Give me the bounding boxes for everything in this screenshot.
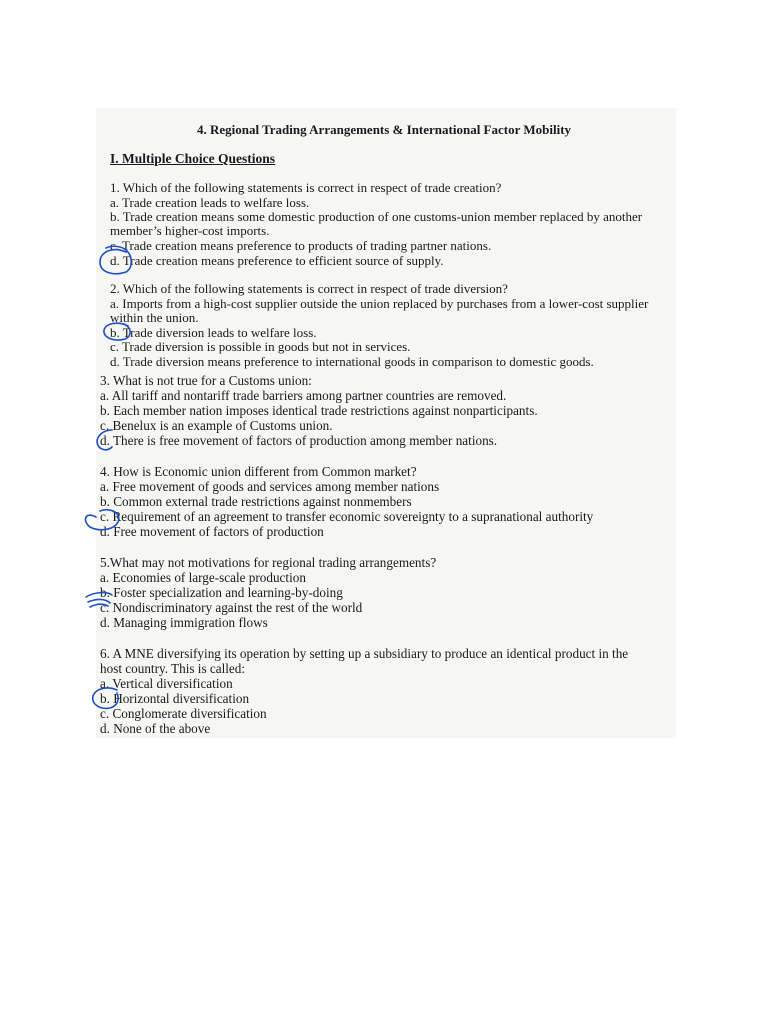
question-2-option-b: b. Trade diversion leads to welfare loss.: [110, 325, 317, 340]
question-6: 6. A MNE diversifying its operation by setting up a subsidiary to produce an identical product in the: [100, 646, 629, 661]
question-4: 4. How is Economic union different from Common market?: [100, 464, 417, 479]
question-5-option-c: c. Nondiscriminatory against the rest of the world: [100, 600, 363, 615]
question-2-option-a: a. Imports from a high-cost supplier outside the union replaced by purchases from a lower-cost supplier: [110, 296, 649, 311]
question-6-cont: host country. This is called:: [100, 661, 246, 676]
question-3-option-c: c. Benelux is an example of Customs union.: [100, 418, 333, 433]
page-title: 4. Regional Trading Arrangements & International Factor Mobility: [196, 122, 572, 137]
question-1-option-b: b. Trade creation means some domestic production of one customs-union member replaced by another: [110, 209, 643, 224]
question-3: 3. What is not true for a Customs union:: [100, 373, 312, 388]
question-6-option-b: b. Horizontal diversification: [100, 691, 250, 706]
question-1: 1. Which of the following statements is correct in respect of trade creation?: [110, 180, 502, 195]
section-heading: I. Multiple Choice Questions: [110, 151, 276, 166]
question-5-option-b: b. Foster specialization and learning-by-doing: [100, 585, 343, 600]
question-5: 5.What may not motivations for regional trading arrangements?: [100, 555, 437, 570]
question-1-option-b-cont: member’s higher-cost imports.: [110, 223, 270, 238]
question-3-option-b: b. Each member nation imposes identical trade restrictions against nonparticipants.: [100, 403, 538, 418]
question-4-option-a: a. Free movement of goods and services among member nations: [100, 479, 440, 494]
question-2-option-c: c. Trade diversion is possible in goods but not in services.: [110, 339, 411, 354]
question-6-option-d: d. None of the above: [100, 721, 211, 736]
question-6-option-a: a. Vertical diversification: [100, 676, 233, 691]
question-4-option-b: b. Common external trade restrictions against nonmembers: [100, 494, 412, 509]
question-1-option-a: a. Trade creation leads to welfare loss.: [110, 195, 310, 210]
question-1-option-c: c. Trade creation means preference to products of trading partner nations.: [110, 238, 492, 253]
question-6-option-c: c. Conglomerate diversification: [100, 706, 267, 721]
question-1-option-d: d. Trade creation means preference to efficient source of supply.: [110, 253, 444, 268]
question-5-option-d: d. Managing immigration flows: [100, 615, 268, 630]
question-3-option-d: d. There is free movement of factors of production among member nations.: [100, 433, 498, 448]
question-2-option-a-cont: within the union.: [110, 310, 199, 325]
question-4-option-d: d. Free movement of factors of production: [100, 524, 324, 539]
question-4-option-c: c. Requirement of an agreement to transfer economic sovereignty to a supranational authority: [100, 509, 594, 524]
question-2: 2. Which of the following statements is correct in respect of trade diversion?: [110, 281, 508, 296]
question-3-option-a: a. All tariff and nontariff trade barriers among partner countries are removed.: [100, 388, 507, 403]
question-2-option-d: d. Trade diversion means preference to international goods in comparison to domestic goods.: [110, 354, 594, 369]
question-5-option-a: a. Economies of large-scale production: [100, 570, 306, 585]
